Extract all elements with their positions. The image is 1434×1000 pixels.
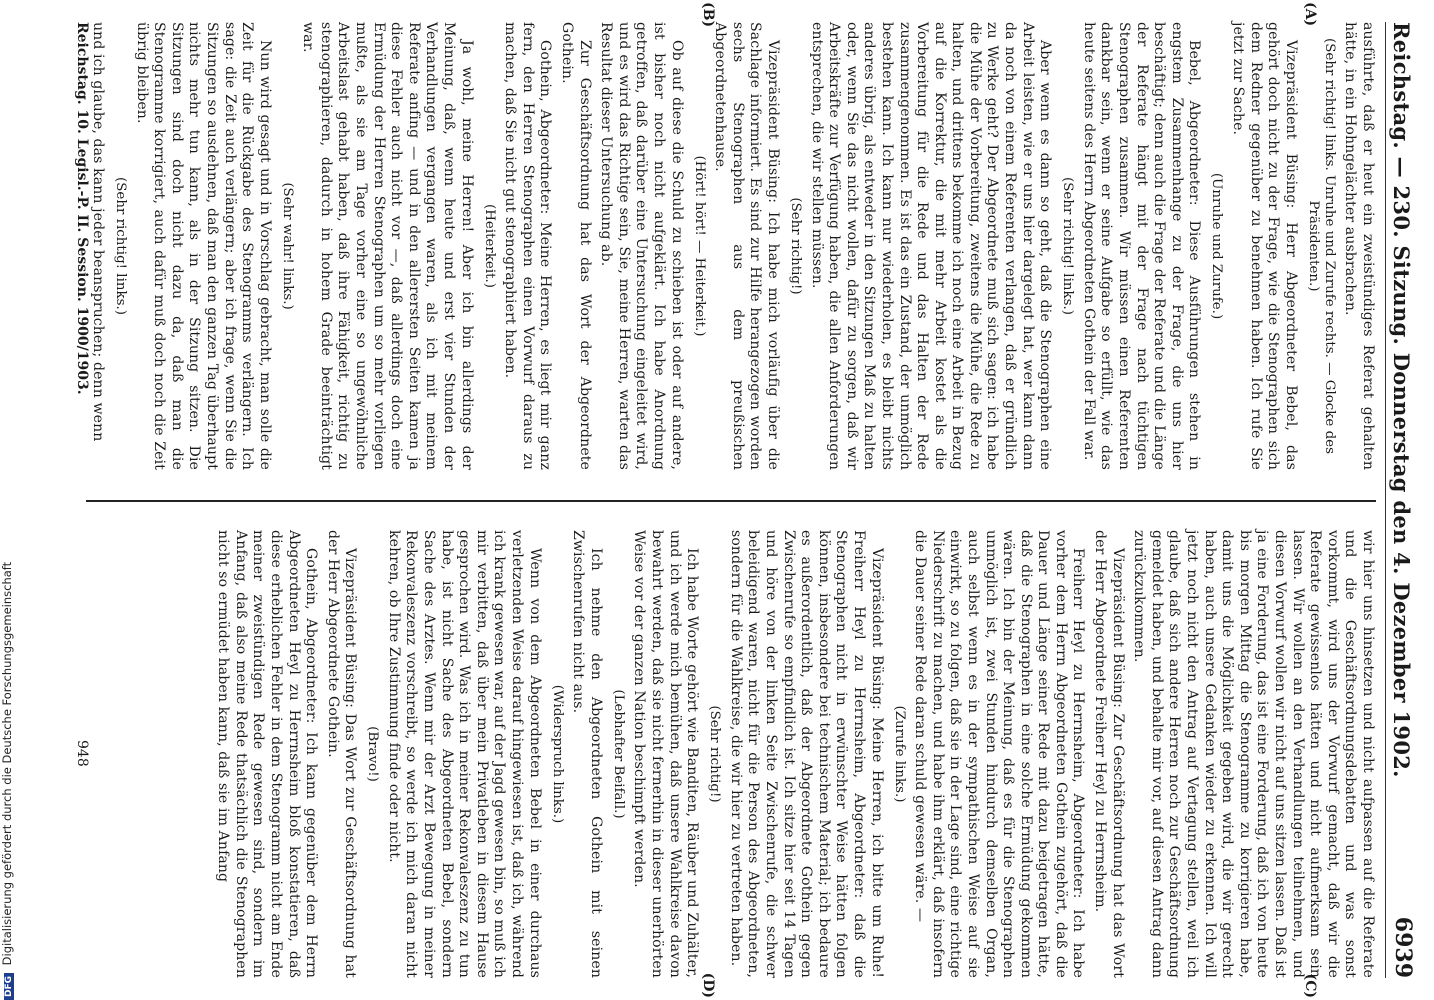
- interjection: (Zurufe links.): [891, 705, 907, 803]
- running-head: Reichstag. — 230. Sitzung. Donnerstag den 4. Dezember 1902.: [1389, 22, 1414, 778]
- interjection: (Bravo!): [365, 726, 381, 782]
- interjection: (Sehr richtig! links.): [112, 177, 128, 315]
- paragraph: Ich habe Worte gehört wie Banditen, Räuber und Zuhälter, und ich werde mich bemühen, daß unsere Wahlkreise davon bewahrt werden, daß sie nicht fernerhin in dieser unerhörten Weise vor der ganzen Nation beschimpft werden.: [631, 530, 701, 978]
- paragraph: Vizepräsident Büsing: Herr Abgeordneter Bebel, das gehört doch nicht zu der Frage, wie die Stenographen sich dem Redner gegenüber zu benehmen haben. Ich rufe Sie jetzt zur Sache.: [1230, 22, 1299, 470]
- paragraph: Vizepräsident Büsing: Zur Geschäftsordnung hat das Wort der Herr Abgeordnete Freiherr Heyl zu Herrnsheim.: [1092, 530, 1126, 978]
- digitization-credit: [0, 0, 20, 1000]
- left-column: [84, 2, 1376, 470]
- interjection: (Sehr richtig!): [787, 197, 803, 295]
- paragraph: Vizepräsident Büsing: Meine Herren, ich bitte um Ruhe! Freiherr Heyl zu Herrnsheim, Abgeordneter: daß die Stenographen nicht in erwünschter Weise hätten folgen können, insbesondere bei technischem Material; ich bedaure es außerordentlich, daß der Abgeordnete Gothein gegen Zwischenrufe so empfindlich ist. Ich sitze hier seit 14 Tagen und höre von der linken Seite Zwischenrufe, die schwer beleidigend waren, nicht für die Person des Abgeordneten, sondern für die Wahlkreise, die wir hier zu vertreten haben.: [727, 530, 885, 978]
- paragraph: Nun wird gesagt und in Vorschlag gebracht, man solle die Zeit für die Rückgabe des Stenogramms verlängern. Ich sage: die Zeit auch verlängern; aber ich frage, wenn Sie die Sitzungen so ausdehnen, daß man den ganzen Tag überhaupt nichts mehr tun kann, als in der Sitzung sitzen. Die Sitzungen sind doch nicht dazu da, daß man die Stenogramme korrigiert, auch dafür muß doch noch die Zeit übrig bleiben.: [133, 22, 273, 470]
- rotated-page: [52, 0, 1434, 1000]
- paragraph: Gothein, Abgeordneter: Meine Herren, es liegt mir ganz fern, den Herren Stenographen einen Vorwurf daraus zu machen, daß Sie nicht gut stenographiert haben.: [502, 22, 554, 470]
- interjection: (Sehr richtig!): [707, 705, 723, 803]
- page-number: 948: [74, 740, 90, 767]
- interjection: (Sehr richtig! links.): [1060, 177, 1076, 315]
- paragraph: Freiherr Heyl zu Herrnsheim, Abgeordneter: Ich habe vorher dem Herrn Abgeordneten Gothein zugehört, daß die Dauer und Länge seiner Rede mit dazu beigetragen hätte, daß die Stenographen in eine solche Ermüdung gekommen wären. Ich bin der Meinung, daß es für die Stenographen unmöglich ist, zwei Stunden hindurch demselben Organ, auch selbst wenn es in der sympathischen Weise auf sie einwirkt, so zu folgen, daß sie in der Lage sind, eine richtige Niederschrift zu machen, und habe ihm erklärt, daß insofern die Dauer seiner Rede daran schuld gewesen wäre. —: [912, 530, 1087, 978]
- paragraph: Ich nehme den Abgeordneten Gothein mit seinen Zwischenrufen nicht aus.: [570, 530, 604, 978]
- paragraph: ausführte, daß er heut ein zweistündiges Referat gehalten hätte, in ein Hohngelächter ausbrachen.: [1342, 22, 1376, 470]
- interjection: (Widerspruch links.): [549, 684, 565, 824]
- page-header: [1385, 22, 1420, 978]
- paragraph: Gothein, Abgeordneter: Ich kann gegenüber dem Herrn Abgeordneten Heyl zu Herrnsheim bloß konstatieren, daß diese erheblichen Fehler in dem Stenogramm nicht am Ende meiner zweistündigen Rede gewesen sind, sondern im Anfang, daß also meine Rede thatsächlich die Stenographen nicht so ermüdet haben kann, daß sie im Anfang: [215, 530, 320, 978]
- credit-text: Digitalisierung gefördert durch die Deutsche Forschungsgemeinschaft: [0, 561, 14, 966]
- interjection: (Hört! hört! — Heiterkeit.): [691, 155, 707, 337]
- paragraph: Ob auf diese die Schuld zu schieben ist oder auf andere, ist bisher noch nicht aufgeklärt. Ich habe Anordnung getroffen, daß darüber eine Untersuchung eingeleitet wird, und es wird das Richtige sein, Sie, meine Herren, warten das Resultat dieser Untersuchung ab.: [598, 22, 685, 470]
- column-divider: [86, 500, 1376, 502]
- column-number: 6939: [1390, 916, 1416, 978]
- margin-mark-d: (D): [700, 972, 716, 998]
- paragraph: Bebel, Abgeordneter: Diese Ausführungen stehen in engstem Zusammenhange zu der Frage, die uns hier beschäftigt; denn auch die Frage der Referate und die Länge der Referate hängt mit der Frage nach tüchtigen Stenographen zusammen. Wir müssen einen Referenten dankbar sein, wenn er seine Aufgabe so erfüllt, wie das heute seitens des Herrn Abgeordneten Gothein der Fall war.: [1080, 22, 1203, 470]
- page-footer: Reichstag. 10. Legisl.-P. II. Session. 1900/1903.: [74, 22, 90, 395]
- paragraph: und ich glaube, das kann jeder beanspruchen; denn wenn: [89, 22, 106, 442]
- paragraph: Vizepräsident Büsing: Ich habe mich vorläufig über die Sachlage informiert. Es sind zur Hilfe herangezogen worden sechs Stenographen aus dem preußischen Abgeordnetenhause.: [712, 22, 781, 470]
- margin-mark-b: (B): [700, 2, 716, 28]
- paragraph: Vizepräsident Büsing: Das Wort zur Geschäftsordnung hat der Herr Abgeordnete Gothein.: [324, 530, 359, 978]
- dfg-logo: DFG: [4, 973, 14, 1000]
- interjection: (Sehr wahr! links.): [279, 182, 295, 310]
- paragraph: Zur Geschäftsordnung hat das Wort der Abgeordnete Gothein.: [559, 22, 593, 470]
- paragraph: wir hier uns hinsetzen und nicht aufpassen auf die Referate und die Geschäftsordnungsdebatten und was sonst vorkommt, wird uns der Vorwurf gemacht, daß wir die Referate gewissenlos hätten und nicht aufmerksam sein lassen. Wir wollen an den Verhandlungen teilnehmen, und diesen Vorwurf wollen wir nicht auf uns sitzen lassen. Daß ist ja eine Forderung, das ist eine Forderung, daß ich von heute bis morgen Mittag die Stenogramme zu korrigieren habe, damit uns die Möglichkeit gegeben wird, die wir gerecht haben, auch unsere Gedanken wieder zu erkennen. Ich will jetzt noch nicht den Antrag auf Vertagung stellen, weil ich glaube, daß sich andere Herren noch zur Geschäftsordnung gemeldet haben, und behalte mir vor, auf diesen Antrag dann zurückzukommen.: [1131, 530, 1376, 978]
- interjection: (Unruhe und Zurufe.): [1209, 172, 1225, 320]
- interjection: (Lebhafter Beifall.): [610, 689, 626, 819]
- interjection: (Sehr richtig! links. Unruhe und Zurufe rechts. — Glocke des Präsidenten.): [1305, 38, 1337, 454]
- margin-mark-c: (C): [1302, 973, 1318, 998]
- margin-mark-a: (A): [1302, 2, 1318, 27]
- interjection: (Heiterkeit.): [481, 204, 497, 288]
- right-column: [210, 530, 1376, 998]
- paragraph: Wenn von dem Abgeordneten Bebel in einer durchaus verletzenden Weise darauf hingewiesen ist, daß ich, während ich krank gewesen war, auf der Jagd gewesen bin, so muß ich mir verbitten, daß über mein Privatleben in diesem Hause gesprochen wird. Was ich in meiner Rekonvaleszenz zu tun habe, ist nicht Sache des Abgeordneten Bebel, sondern Sache des Arztes. Wenn mir der Arzt Bewegung in meiner Rekonvaleszenz vorschreibt, so werde ich mich daran nicht kehren, ob Ihre Zustimmung finde oder nicht.: [385, 530, 543, 978]
- paragraph: Ja wohl, meine Herren! Aber ich bin allerdings der Meinung, daß, wenn heute und erst vier Stunden der Verhandlungen vergangen waren, als ich mit meinem Referate anfing — und in den allerersten Seiten kamen ja diese Fehler auch nicht vor —, daß allerdings doch eine Ermüdung der Herren Stenographen um so mehr vorliegen mußte, als sie am Tage vorher eine so ungewöhnliche Arbeitslast gehabt haben, daß ihre Fähigkeit, richtig zu stenographieren, dadurch in hohem Grade beeinträchtigt war.: [300, 22, 475, 470]
- paragraph: Aber wenn es dann so geht, daß die Stenographen eine Arbeit leisten, wie er uns hier dargelegt hat, wer kann dann da noch von einem Referenten verlangen, daß er gründlich zu Werke geht? Der Abgeordnete muß sich sagen: ich habe die Mühe der Vorbereitung, zweitens die Mühe, die Rede zu halten, und drittens bekomme ich noch eine Arbeit in Bezug auf die Korrektur, die mit mehr Arbeit kostet als die Vorbereitung für die Rede und das Halten der Rede zusammengenommen. Es ist das ein Zustand, der unmöglich bestehen kann. Ich kann nur wiederholen, es bleibt nichts anderes übrig, als entweder in den Sitzungen Maß zu halten oder, wenn Sie das nicht wollen, dafür zu sorgen, daß wir Arbeitskräfte zur Verfügung haben, die allen Anforderungen entsprechen, die wir stellen müssen.: [808, 22, 1054, 470]
